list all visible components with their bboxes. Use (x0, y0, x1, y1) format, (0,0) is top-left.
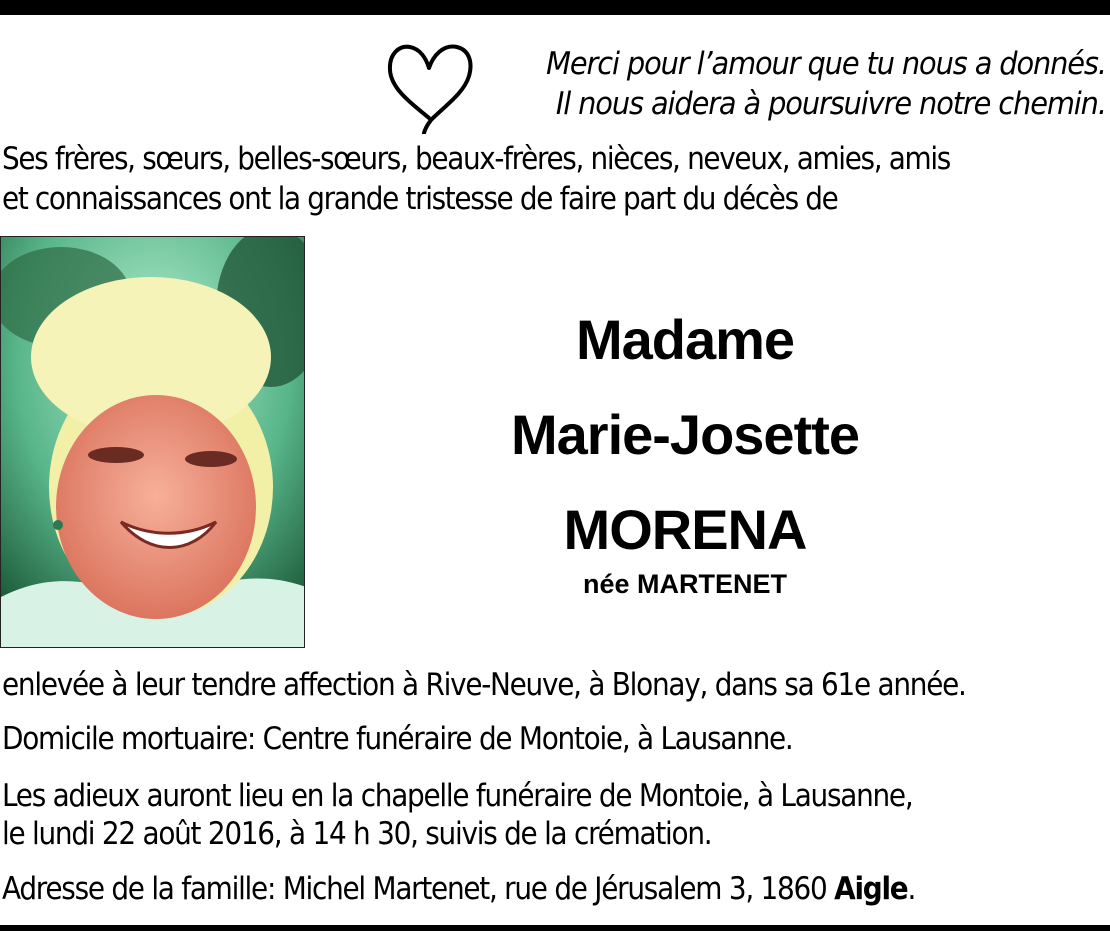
quote (546, 44, 1106, 124)
intro-text (2, 139, 1082, 219)
intro-line-1: Ses frères, sœurs, belles-sœurs, beaux-frères, nièces, neveux, amies, amis (2, 141, 950, 177)
departure-text: enlevée à leur tendre affection à Rive-Neuve, à Blonay, dans sa 61e année. (2, 667, 966, 703)
deceased-name-block (470, 292, 900, 601)
family-address (2, 870, 915, 908)
address-prefix: Adresse de la famille: Michel Martenet, rue de Jérusalem 3, 1860 (2, 871, 835, 907)
heart-icon (385, 40, 475, 134)
quote-line-2: Il nous aidera à poursuivre notre chemin. (555, 86, 1106, 122)
top-rule (0, 0, 1110, 15)
deceased-title: Madame (575, 308, 795, 371)
farewell-line-1: Les adieux auront lieu en la chapelle funéraire de Montoie, à Lausanne, (2, 778, 913, 814)
address-suffix: . (907, 871, 916, 907)
intro-line-2: et connaissances ont la grande tristesse de faire part du décès de (2, 181, 838, 217)
deceased-last-name: MORENA (563, 498, 807, 561)
maiden-name: née MARTENET (582, 569, 788, 599)
farewell-line-2: le lundi 22 août 2016, à 14 h 30, suivis de la crémation. (2, 816, 712, 852)
bottom-rule (0, 925, 1110, 931)
portrait-illustration (1, 237, 305, 648)
address-city: Aigle (834, 871, 908, 907)
portrait-photo (0, 236, 305, 648)
domicile-text: Domicile mortuaire: Centre funéraire de Montoie, à Lausanne. (2, 721, 793, 757)
deceased-first-name: Marie-Josette (510, 403, 860, 466)
quote-line-1: Merci pour l’amour que tu nous a donnés. (546, 46, 1106, 82)
